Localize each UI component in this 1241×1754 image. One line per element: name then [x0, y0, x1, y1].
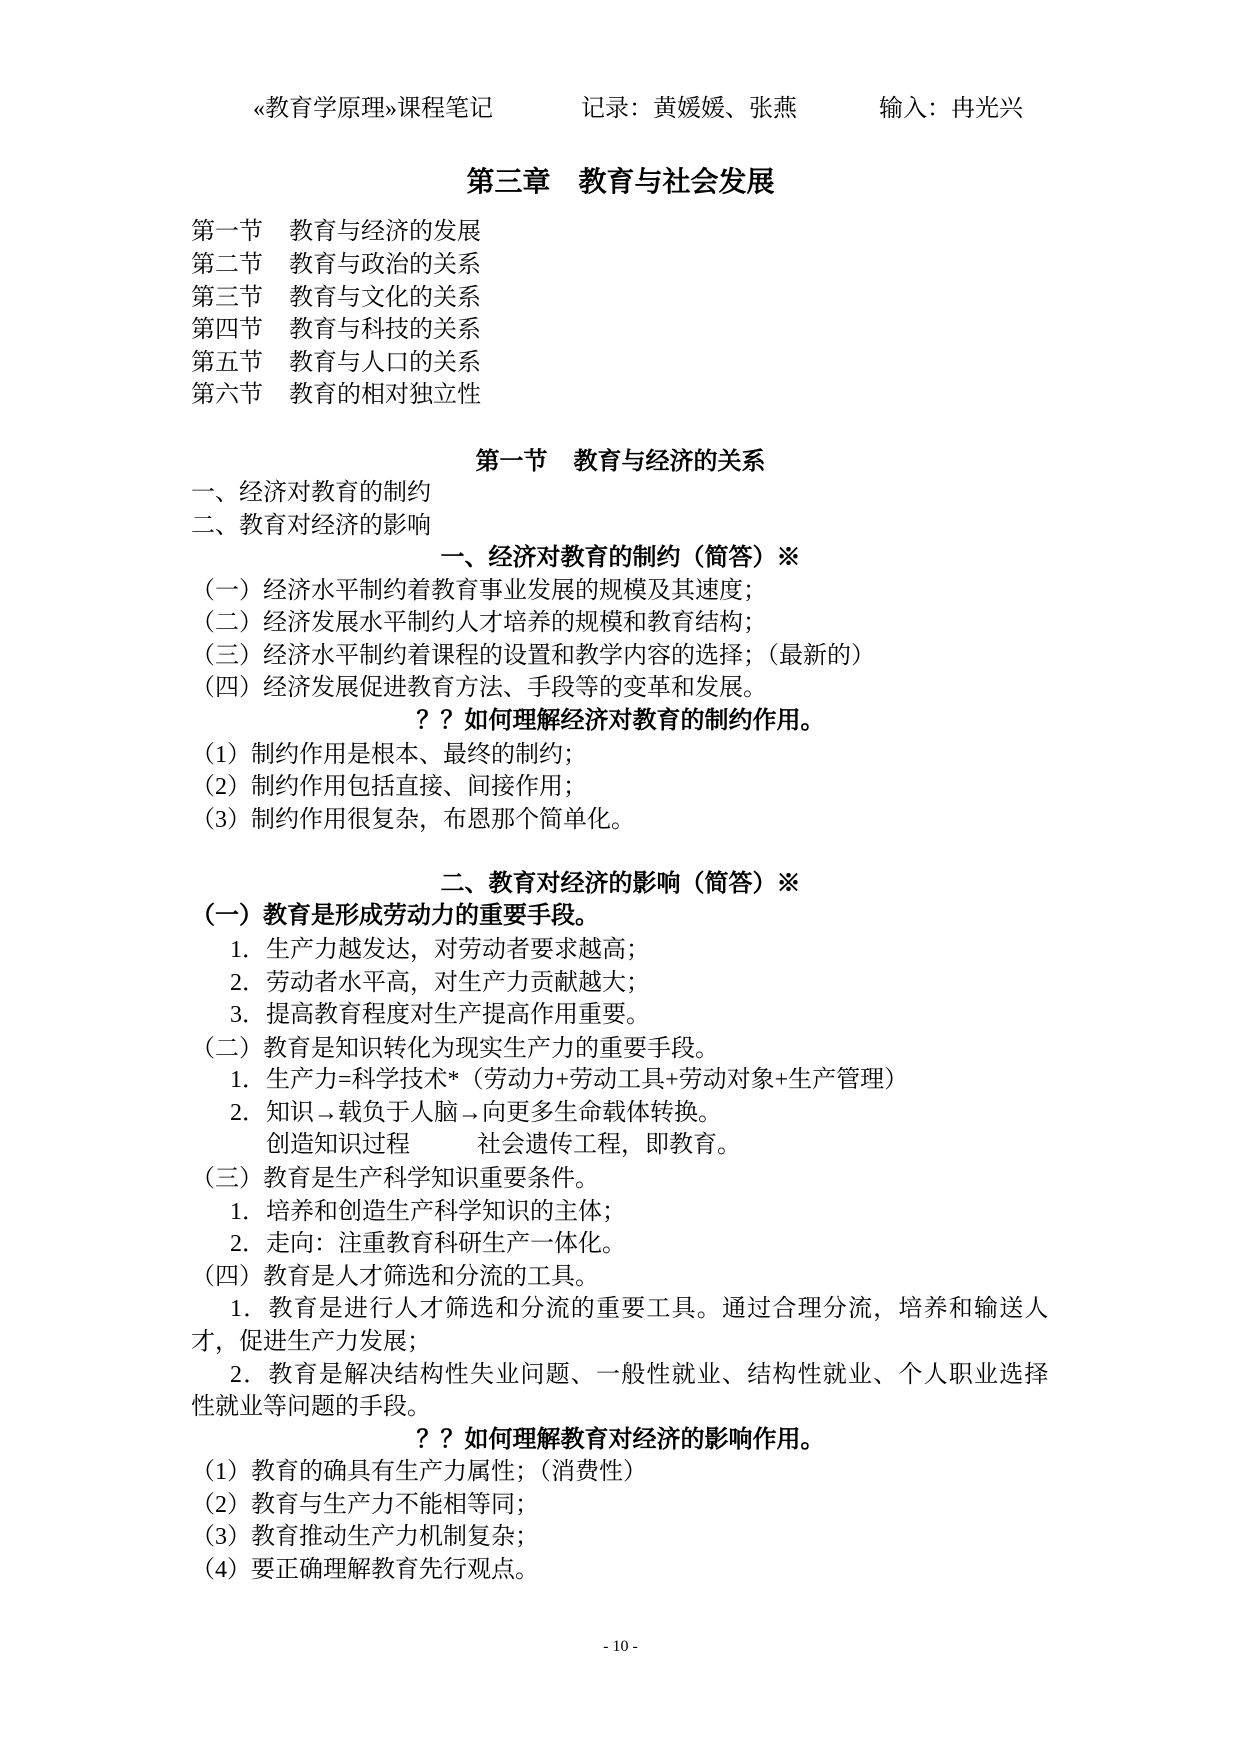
- header-course: «教育学原理»课程笔记: [253, 96, 493, 122]
- toc-item: 第四节 教育与科技的关系: [191, 317, 481, 343]
- point-item: （三）经济水平制约着课程的设置和教学内容的选择；（最新的）: [191, 643, 875, 669]
- answer-item: （2）教育与生产力不能相等同；: [191, 1492, 539, 1518]
- outline-item: 二、教育对经济的影响: [191, 513, 431, 539]
- paragraph-line: 2．教育是解决结构性失业问题、一般性就业、结构性就业、个人职业选择: [230, 1362, 1050, 1388]
- header-typist: 输入：冉光兴: [879, 96, 1023, 122]
- toc-item: 第六节 教育的相对独立性: [191, 382, 481, 408]
- header-recorder: 记录：黄媛媛、张燕: [581, 96, 797, 122]
- point-title: （一）教育是形成劳动力的重要手段。: [191, 903, 599, 929]
- sub-item: 2．走向：注重教育科研生产一体化。: [230, 1231, 626, 1257]
- point-title: （四）教育是人才筛选和分流的工具。: [191, 1264, 599, 1290]
- paragraph-line: 性就业等问题的手段。: [191, 1394, 431, 1420]
- sub-item: 1．生产力越发达，对劳动者要求越高；: [230, 937, 650, 963]
- answer-item: （1）制约作用是根本、最终的制约；: [191, 742, 587, 768]
- outline-item: 一、经济对教育的制约: [191, 480, 431, 506]
- sub-item: 2．劳动者水平高，对生产力贡献越大；: [230, 970, 650, 996]
- chapter-title: 第三章 教育与社会发展: [466, 167, 775, 198]
- sub-item: 1．生产力=科学技术*（劳动力+劳动工具+劳动对象+生产管理）: [230, 1067, 909, 1093]
- toc-item: 第二节 教育与政治的关系: [191, 252, 481, 278]
- sub-item: 1．培养和创造生产科学知识的主体；: [230, 1199, 626, 1225]
- answer-item: （3）教育推动生产力机制复杂；: [191, 1524, 539, 1550]
- answer-item: （2）制约作用包括直接、间接作用；: [191, 774, 587, 800]
- point-item: （二）经济发展水平制约人才培养的规模和教育结构；: [191, 610, 767, 636]
- section-title: 第一节 教育与经济的关系: [475, 449, 766, 475]
- sub-item: 2．知识→载负于人脑→向更多生命载体转换。: [230, 1100, 722, 1126]
- paragraph-line: 才，促进生产力发展；: [191, 1329, 431, 1355]
- toc-item: 第五节 教育与人口的关系: [191, 350, 481, 376]
- question-heading: ？？如何理解经济对教育的制约作用。: [416, 708, 825, 734]
- note-text: 创造知识过程: [266, 1132, 410, 1158]
- note-text: 社会遗传工程，即教育。: [477, 1132, 741, 1158]
- point-title: （二）教育是知识转化为现实生产力的重要手段。: [191, 1036, 719, 1062]
- point-item: （一）经济水平制约着教育事业发展的规模及其速度；: [191, 578, 767, 604]
- point-item: （四）经济发展促进教育方法、手段等的变革和发展。: [191, 675, 767, 701]
- point-title: （三）教育是生产科学知识重要条件。: [191, 1166, 599, 1192]
- answer-item: （3）制约作用很复杂，布恩那个简单化。: [191, 807, 635, 833]
- paragraph-line: 1．教育是进行人才筛选和分流的重要工具。通过合理分流，培养和输送人: [230, 1296, 1050, 1322]
- part-heading: 一、经济对教育的制约（简答）※: [440, 545, 801, 571]
- question-heading: ？？如何理解教育对经济的影响作用。: [416, 1427, 825, 1453]
- page-number: - 10 -: [603, 1638, 638, 1655]
- toc-item: 第一节 教育与经济的发展: [191, 219, 481, 245]
- answer-item: （1）教育的确具有生产力属性；（消费性）: [191, 1459, 647, 1485]
- part-heading: 二、教育对经济的影响（简答）※: [440, 871, 801, 897]
- answer-item: （4）要正确理解教育先行观点。: [191, 1557, 539, 1583]
- toc-item: 第三节 教育与文化的关系: [191, 285, 481, 311]
- sub-item: 3．提高教育程度对生产提高作用重要。: [230, 1002, 650, 1028]
